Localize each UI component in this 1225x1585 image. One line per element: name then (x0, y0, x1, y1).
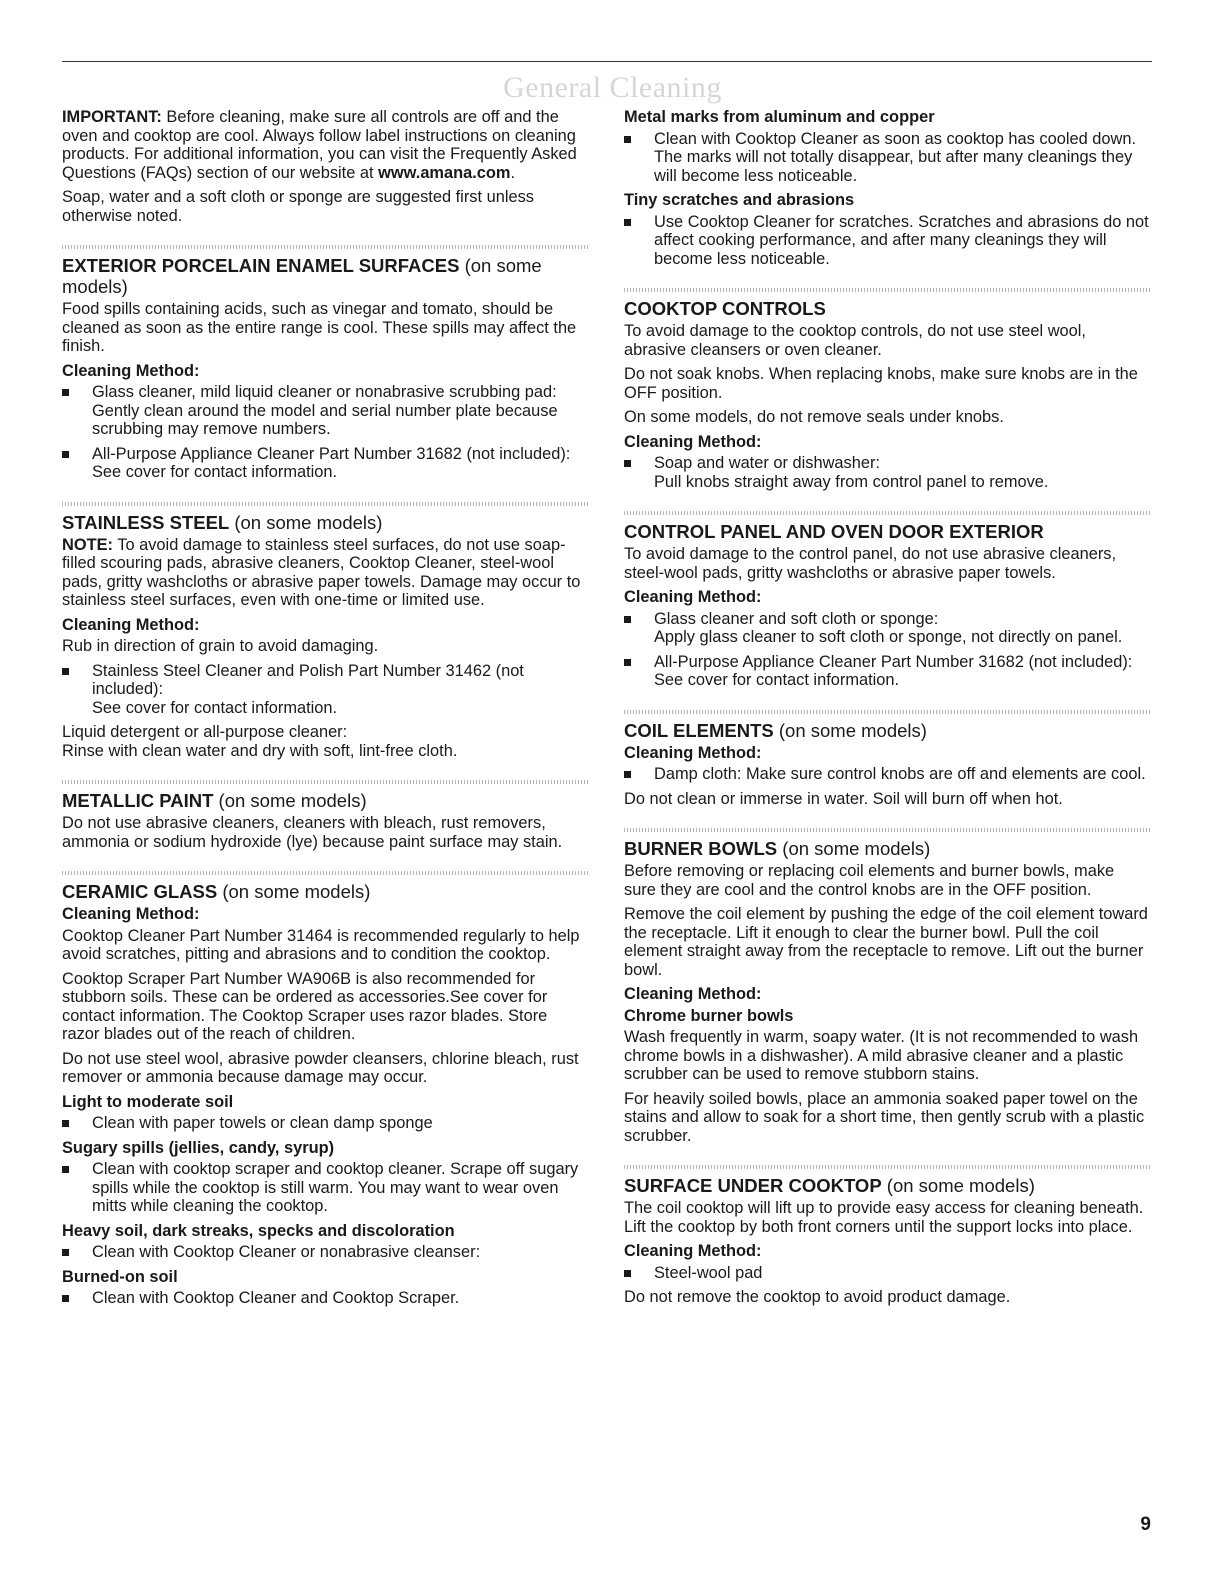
ceramic-p1: Cooktop Cleaner Part Number 31464 is recommended regularly to help avoid scratches, pitting and abrasions and to condition the cooktop. (62, 926, 580, 963)
bullet-icon (624, 219, 631, 226)
bullet-icon (62, 1295, 69, 1302)
important-paragraph: IMPORTANT: Before cleaning, make sure all controls are off and the oven and cooktop are cool. Always follow label instructions on cleaning products. For additional information, you can visit the Frequently Asked Questions (FAQs) section of our website at www.amana.com. (62, 108, 577, 182)
metal-marks-list (624, 130, 1150, 186)
subheading-burned-soil: Burned-on soil (62, 1267, 178, 1286)
cleaning-method-label: Cleaning Method: (624, 588, 762, 606)
sugary-list (62, 1160, 588, 1216)
page-title: General Cleaning (503, 71, 722, 104)
bullet-icon (624, 460, 631, 467)
list-item: Glass cleaner, mild liquid cleaner or nonabrasive scrubbing pad: Gently clean around the model and serial number plate because scrubbing may remove numbers. (62, 383, 588, 439)
metallic-text: Do not use abrasive cleaners, cleaners with bleach, rust removers, ammonia or sodium hydroxide (lye) because paint surface may stain. (62, 814, 563, 851)
section-divider (624, 511, 1150, 515)
list-item: Steel-wool pad (624, 1264, 1150, 1283)
burned-list (62, 1289, 588, 1308)
exterior-intro: Food spills containing acids, such as vinegar and tomato, should be cleaned as soon as the entire range is cool. These spills may affect the finish. (62, 300, 577, 355)
left-column (62, 108, 588, 1314)
cleaning-method-label: Cleaning Method: (62, 361, 200, 380)
under-p1: The coil cooktop will lift up to provide easy access for cleaning beneath. Lift the cooktop by both front corners until the support locks into place. (624, 1199, 1144, 1236)
list-item: Use Cooktop Cleaner for scratches. Scratches and abrasions do not affect cooking performance, and after many cleanings they will become less noticeable. (624, 213, 1150, 269)
cleaning-method-label: Cleaning Method: (624, 985, 762, 1003)
important-label: IMPORTANT: (62, 108, 162, 126)
list-item: Clean with Cooktop Cleaner or nonabrasive cleanser: (62, 1243, 588, 1262)
list-item: Clean with paper towels or clean damp sponge (62, 1114, 588, 1133)
section-heading-coil: COIL ELEMENTS (on some models) (624, 719, 927, 741)
section-heading-metallic: METALLIC PAINT (on some models) (62, 790, 367, 811)
bullet-icon (62, 451, 69, 458)
subheading-chrome-bowls: Chrome burner bowls (624, 1006, 794, 1025)
list-item: All-Purpose Appliance Cleaner Part Number 31682 (not included): See cover for contact information. (624, 653, 1150, 690)
cleaning-method-label: Cleaning Method: (62, 615, 200, 634)
subheading-heavy-soil: Heavy soil, dark streaks, specks and discoloration (62, 1221, 455, 1240)
bullet-icon (624, 616, 631, 623)
list-item: All-Purpose Appliance Cleaner Part Number 31682 (not included): See cover for contact information. (62, 445, 588, 482)
section-heading-stainless: STAINLESS STEEL (on some models) (62, 511, 383, 533)
section-heading-bowls: BURNER BOWLS (on some models) (624, 838, 931, 859)
cleaning-method-label: Cleaning Method: (624, 432, 762, 451)
section-heading-control-panel: CONTROL PANEL AND OVEN DOOR EXTERIOR (624, 521, 1044, 542)
coil-list (624, 765, 1150, 784)
cleaning-method-label: Cleaning Method: (624, 743, 762, 762)
light-soil-list (62, 1114, 588, 1133)
right-column (624, 108, 1150, 1313)
bullet-icon (62, 389, 69, 396)
bullet-icon (62, 1120, 69, 1127)
section-heading-exterior: EXTERIOR PORCELAIN ENAMEL SURFACES (on some models) (62, 255, 542, 297)
controls-p1: To avoid damage to the cooktop controls, do not use steel wool, abrasive cleansers or oven cleaner. (624, 322, 1086, 359)
bowls-p4: For heavily soiled bowls, place an ammonia soaked paper towel on the stains and allow to soak for a short time, then gently scrub with a plastic scrubber. (624, 1089, 1145, 1145)
section-divider (62, 871, 588, 875)
subheading-metal-marks: Metal marks from aluminum and copper (624, 108, 935, 126)
section-divider (62, 780, 588, 784)
bullet-icon (624, 136, 631, 143)
stainless-bullets (62, 662, 588, 718)
section-divider (62, 502, 588, 506)
website-link[interactable]: www.amana.com (378, 163, 511, 182)
bowls-p2: Remove the coil element by pushing the edge of the coil element toward the receptacle. Lift it enough to clear the burner bowl. Pull the coil element straight away from the receptacle to remove. Lift out the burner bowl. (624, 905, 1148, 979)
bullet-icon (624, 1270, 631, 1277)
list-item: Clean with Cooktop Cleaner and Cooktop Scraper. (62, 1289, 588, 1308)
bowls-p1: Before removing or replacing coil elements and burner bowls, make sure they are cool and the control knobs are in the OFF position. (624, 862, 1115, 899)
stainless-note: NOTE: To avoid damage to stainless steel surfaces, do not use soap-filled scouring pads, abrasive cleaners, Cooktop Cleaner, steel-wool pads, gritty washcloths or abrasive paper towels. Damage may occur to stainless steel surfaces, even with one-time or limited use. (62, 535, 581, 609)
cleaning-method-label: Cleaning Method: (624, 1242, 762, 1260)
controls-list (624, 454, 1150, 491)
stainless-liquid: Liquid detergent or all-purpose cleaner: Rinse with clean water and dry with soft, lint-free cloth. (62, 723, 458, 760)
section-heading-under-cooktop: SURFACE UNDER COOKTOP (on some models) (624, 1175, 1035, 1196)
controls-p2: Do not soak knobs. When replacing knobs, make sure knobs are in the OFF position. (624, 365, 1138, 402)
subheading-sugary-spills: Sugary spills (jellies, candy, syrup) (62, 1138, 335, 1157)
section-heading-controls: COOKTOP CONTROLS (624, 298, 826, 319)
bullet-icon (62, 668, 69, 675)
top-rule (62, 61, 1152, 62)
under-list (624, 1264, 1150, 1283)
section-divider (624, 710, 1150, 714)
subheading-tiny-scratches: Tiny scratches and abrasions (624, 191, 855, 209)
subheading-light-soil: Light to moderate soil (62, 1092, 234, 1111)
list-item: Glass cleaner and soft cloth or sponge: Apply glass cleaner to soft cloth or sponge, not directly on panel. (624, 610, 1150, 647)
soap-paragraph: Soap, water and a soft cloth or sponge are suggested first unless otherwise noted. (62, 188, 534, 225)
panel-p1: To avoid damage to the control panel, do not use abrasive cleaners, steel-wool pads, gritty washcloths or abrasive paper towels. (624, 545, 1117, 582)
section-divider (624, 1165, 1150, 1169)
coil-p1: Do not clean or immerse in water. Soil will burn off when hot. (624, 789, 1063, 808)
tiny-list (624, 213, 1150, 269)
list-item: Damp cloth: Make sure control knobs are off and elements are cool. (624, 765, 1150, 784)
controls-p3: On some models, do not remove seals under knobs. (624, 408, 1004, 426)
bullet-icon (624, 771, 631, 778)
under-p2: Do not remove the cooktop to avoid product damage. (624, 1288, 1011, 1306)
page-number: 9 (1140, 1514, 1151, 1535)
ceramic-p3: Do not use steel wool, abrasive powder cleansers, chlorine bleach, rust remover or ammonia because damage may occur. (62, 1049, 579, 1086)
section-heading-ceramic: CERAMIC GLASS (on some models) (62, 881, 371, 902)
bullet-icon (62, 1166, 69, 1173)
cleaning-method-label: Cleaning Method: (62, 905, 200, 923)
list-item: Stainless Steel Cleaner and Polish Part Number 31462 (not included): See cover for contact information. (62, 662, 588, 718)
section-divider (624, 828, 1150, 832)
list-item: Clean with cooktop scraper and cooktop cleaner. Scrape off sugary spills while the cooktop is still warm. You may want to wear oven mitts while cleaning the cooktop. (62, 1160, 588, 1216)
stainless-rub: Rub in direction of grain to avoid damaging. (62, 637, 379, 655)
panel-list (624, 610, 1150, 690)
bullet-icon (62, 1249, 69, 1256)
bullet-icon (624, 659, 631, 666)
exterior-bullets (62, 383, 588, 482)
ceramic-p2: Cooktop Scraper Part Number WA906B is also recommended for stubborn soils. These can be ordered as accessories.See cover for contact information. The Cooktop Scraper uses razor blades. Store razor blades out of the reach of children. (62, 969, 548, 1043)
section-divider (62, 245, 588, 249)
section-divider (624, 288, 1150, 292)
bowls-p3: Wash frequently in warm, soapy water. (It is not recommended to wash chrome bowls in a dishwasher). A mild abrasive cleaner and a plastic scrubber can be used to remove stubborn stains. (624, 1028, 1139, 1083)
list-item: Soap and water or dishwasher: Pull knobs straight away from control panel to remove. (624, 454, 1150, 491)
list-item: Clean with Cooktop Cleaner as soon as cooktop has cooled down. The marks will not totally disappear, but after many cleanings they will become less noticeable. (624, 130, 1150, 186)
heavy-list (62, 1243, 588, 1262)
